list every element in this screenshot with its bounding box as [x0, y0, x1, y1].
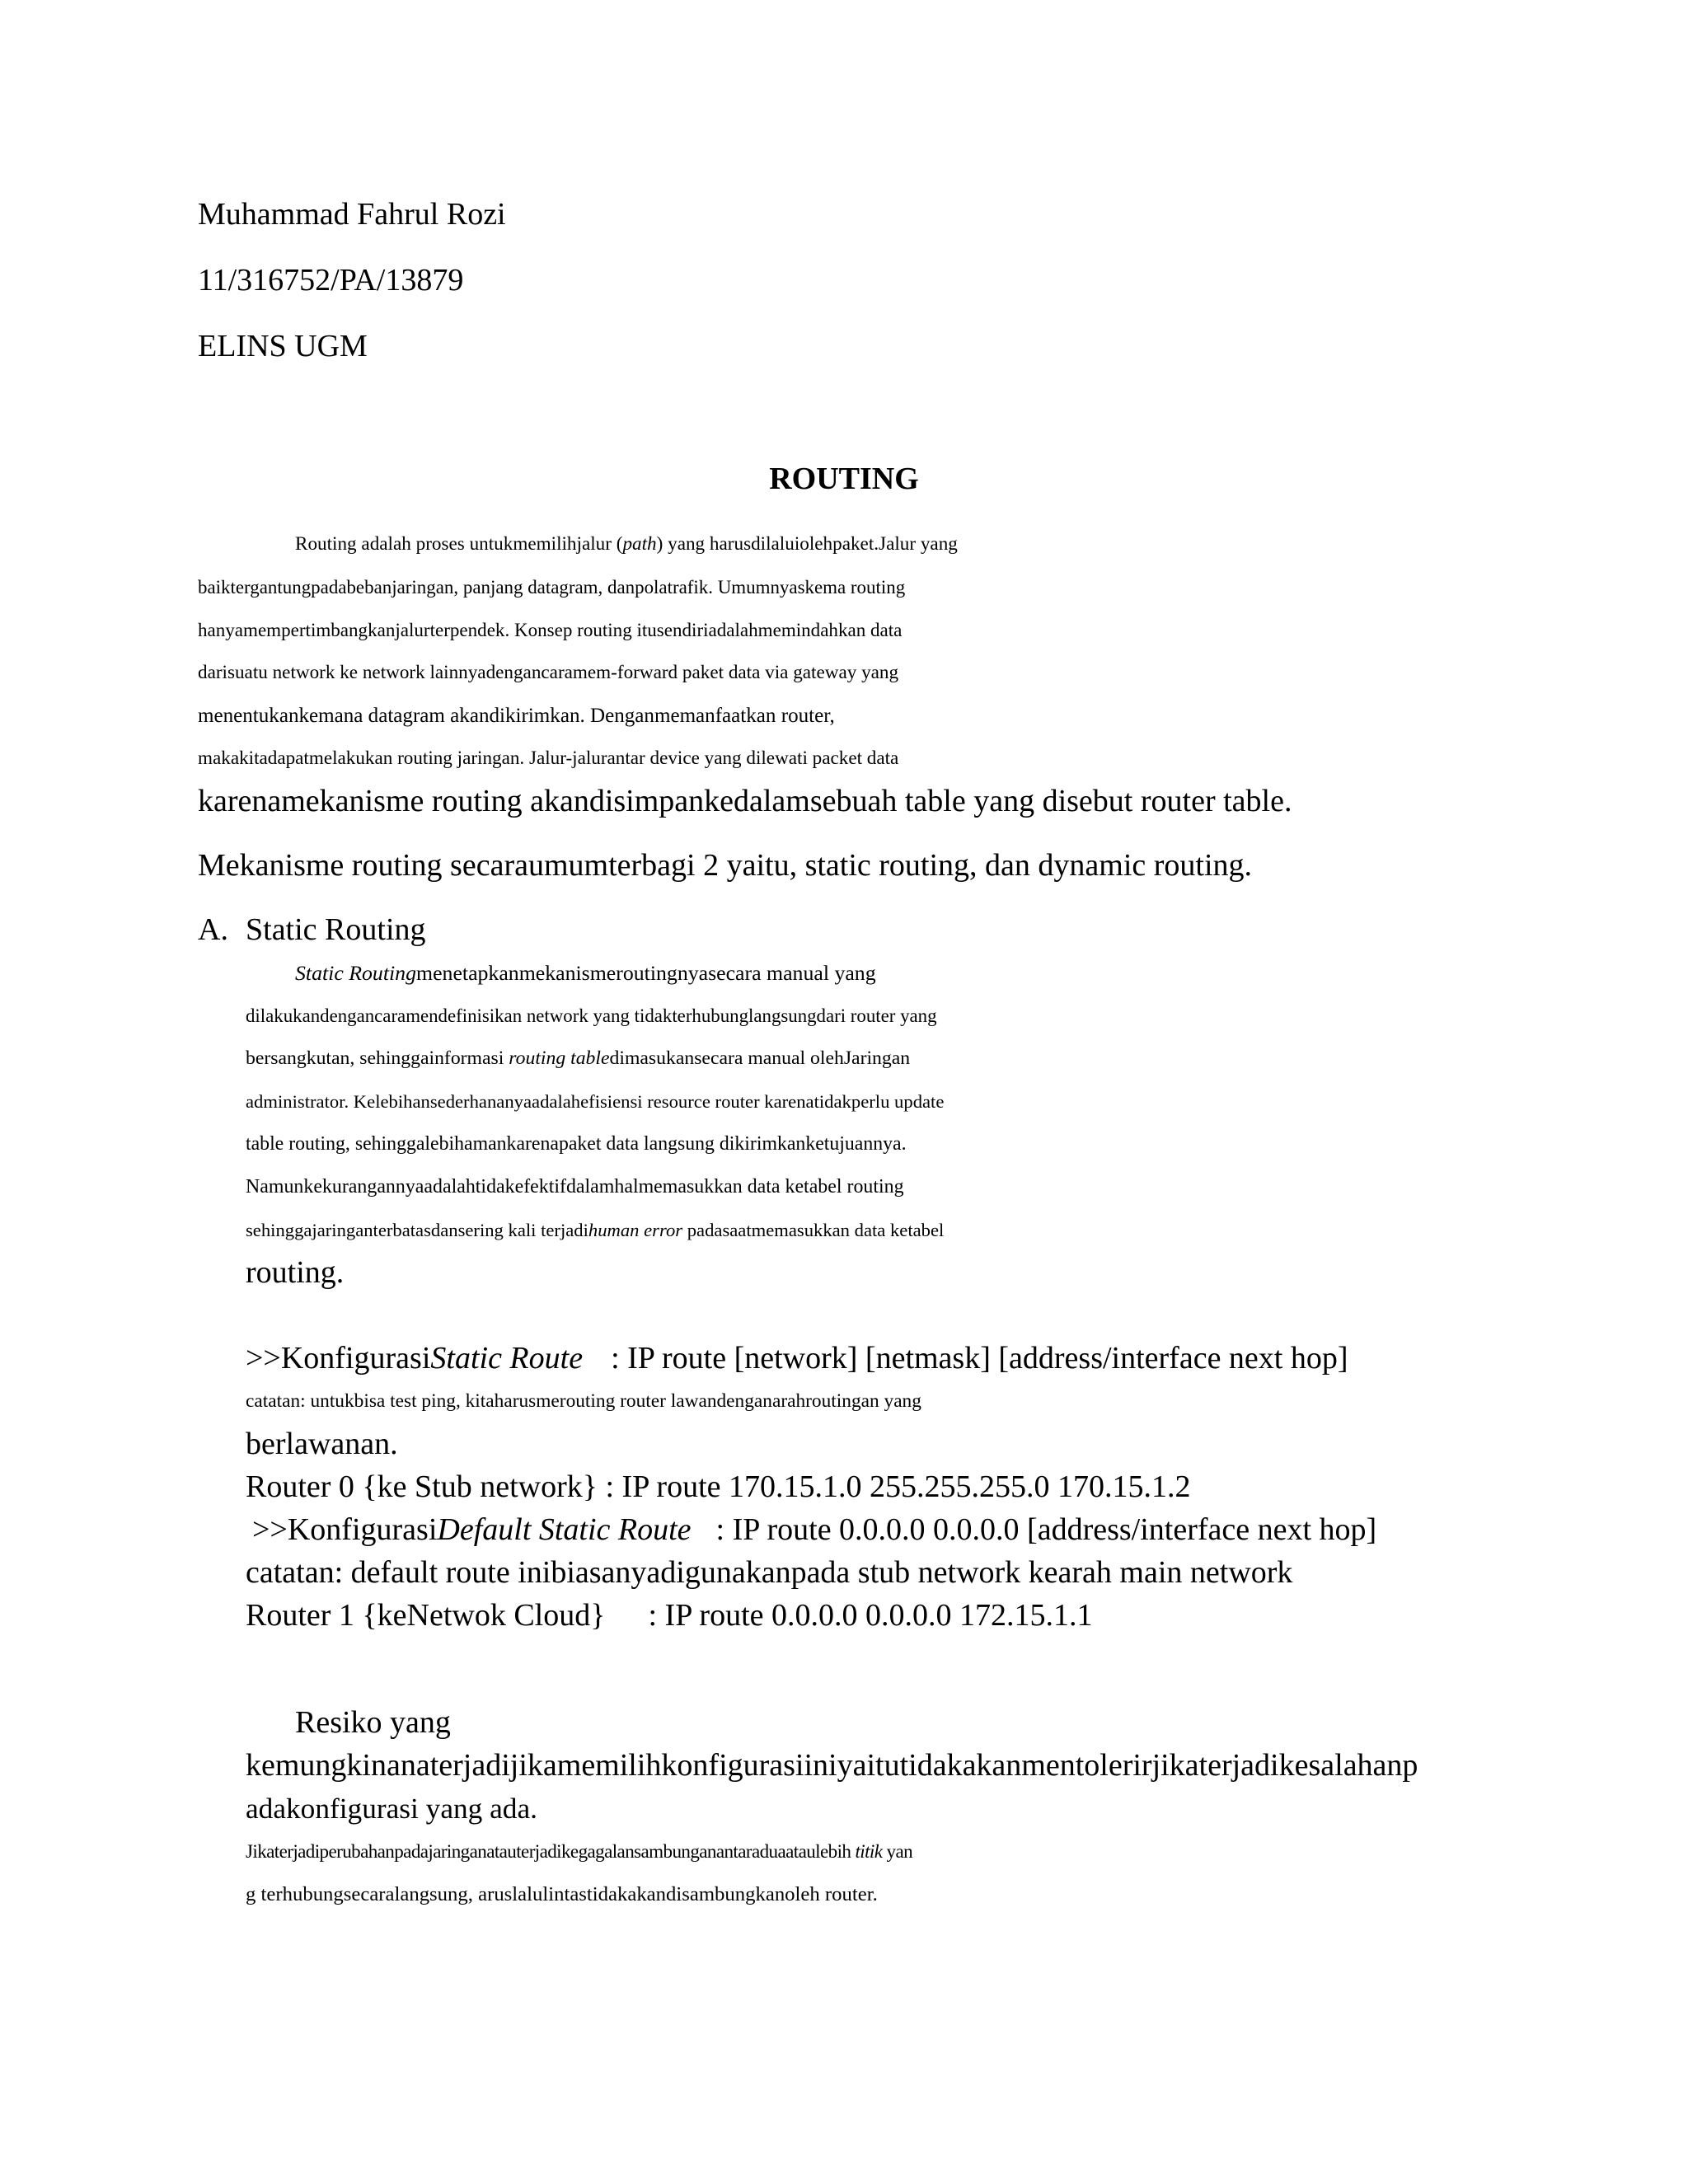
static-line-5: table routing, sehinggalebihamankarenapaket data langsung dikirimkanketujuannya. — [246, 1133, 907, 1155]
static-line-8: routing. — [246, 1255, 345, 1290]
resiko-line-3: adakonfigurasi yang ada. — [246, 1793, 537, 1825]
intro-line-4: darisuatu network ke network lainnyadengancaramem-forward paket data via gateway yang — [198, 662, 899, 683]
static-line-7: sehinggajaringanterbatasdansering kali terjadihuman error padasaatmemasukkan data ketabel — [246, 1220, 945, 1240]
static-line-6: Namunkekurangannyaadalahtidakefektifdalamhalmemasukkan data ketabel routing — [246, 1176, 904, 1197]
intro-line-6: makakitadapatmelakukan routing jaringan. Jalur-jalurantar device yang dilewati packet data — [198, 748, 899, 769]
intro-line-5: menentukankemana datagram akandikirimkan. Denganmemanfaatkan router, — [198, 705, 835, 727]
static-line-4: administrator. Kelebihansederhananyaadalahefisiensi resource router karenatidakperlu update — [246, 1091, 945, 1112]
section-a-marker: A. — [198, 912, 228, 947]
intro-line-7: karenamekanisme routing akandisimpankedalamsebuah table yang disebut router table. — [198, 784, 1292, 818]
intro-line-3: hanyamempertimbangkanjalurterpendek. Konsep routing itusendiriadalahmemindahkan data — [198, 619, 903, 640]
config-router-0: Router 0 {ke Stub network} : IP route 170.15.1.0 255.255.255.0 170.15.1.2 — [246, 1469, 1191, 1504]
static-line-1: Static Routingmenetapkanmekanismeroutingnyasecara manual yang — [295, 961, 876, 985]
resiko-line-4: Jikaterjadiperubahanpadajaringanatauterjadikegagalansambunganantaraduaataulebih titik yan — [246, 1840, 913, 1862]
config-note-1-cont: berlawanan. — [246, 1427, 398, 1461]
document-title: ROUTING — [769, 462, 919, 496]
intro-line-2: baiktergantungpadabebanjaringan, panjang datagram, danpolatrafik. Umumnyaskema routing — [198, 577, 906, 598]
config-note-2: catatan: default route inibiasanyadigunakanpada stub network kearah main network — [246, 1555, 1293, 1590]
config-router-1: Router 1 {keNetwok Cloud} : IP route 0.0.0.0 0.0.0.0 172.15.1.1 — [246, 1598, 1093, 1633]
resiko-line-2: kemungkinanaterjadijikamemilihkonfigurasiiniyaitutidakakanmentolerirjikaterjadikesalahanp — [246, 1748, 1418, 1783]
resiko-line-1: Resiko yang — [295, 1705, 451, 1740]
static-line-3: bersangkutan, sehinggainformasi routing tabledimasukansecara manual olehJaringan — [246, 1047, 911, 1069]
author-name: Muhammad Fahrul Rozi — [198, 197, 506, 232]
resiko-line-5: g terhubungsecaralangsung, aruslalulintastidakakandisambungkanoleh router. — [246, 1883, 878, 1905]
config-note-1: catatan: untukbisa test ping, kitaharusmerouting router lawandenganarahroutingan yang — [246, 1390, 921, 1412]
department: ELINS UGM — [198, 329, 368, 363]
config-static-route: >>KonfigurasiStatic Route : IP route [network] [netmask] [address/interface next hop] — [246, 1341, 1348, 1376]
static-line-2: dilakukandengancaramendefinisikan network yang tidakterhubunglangsungdari router yang — [246, 1005, 937, 1026]
section-a-heading: Static Routing — [246, 912, 426, 947]
intro-line-1: Routing adalah proses untukmemilihjalur (path) yang harusdilaluiolehpaket.Jalur yang — [295, 533, 958, 555]
student-id: 11/316752/PA/13879 — [198, 263, 464, 298]
config-default-route: >>KonfigurasiDefault Static Route : IP route 0.0.0.0 0.0.0.0 [address/interface next hop] — [252, 1512, 1377, 1547]
mekanisme-sentence: Mekanisme routing secaraumumterbagi 2 yaitu, static routing, dan dynamic routing. — [198, 848, 1253, 883]
